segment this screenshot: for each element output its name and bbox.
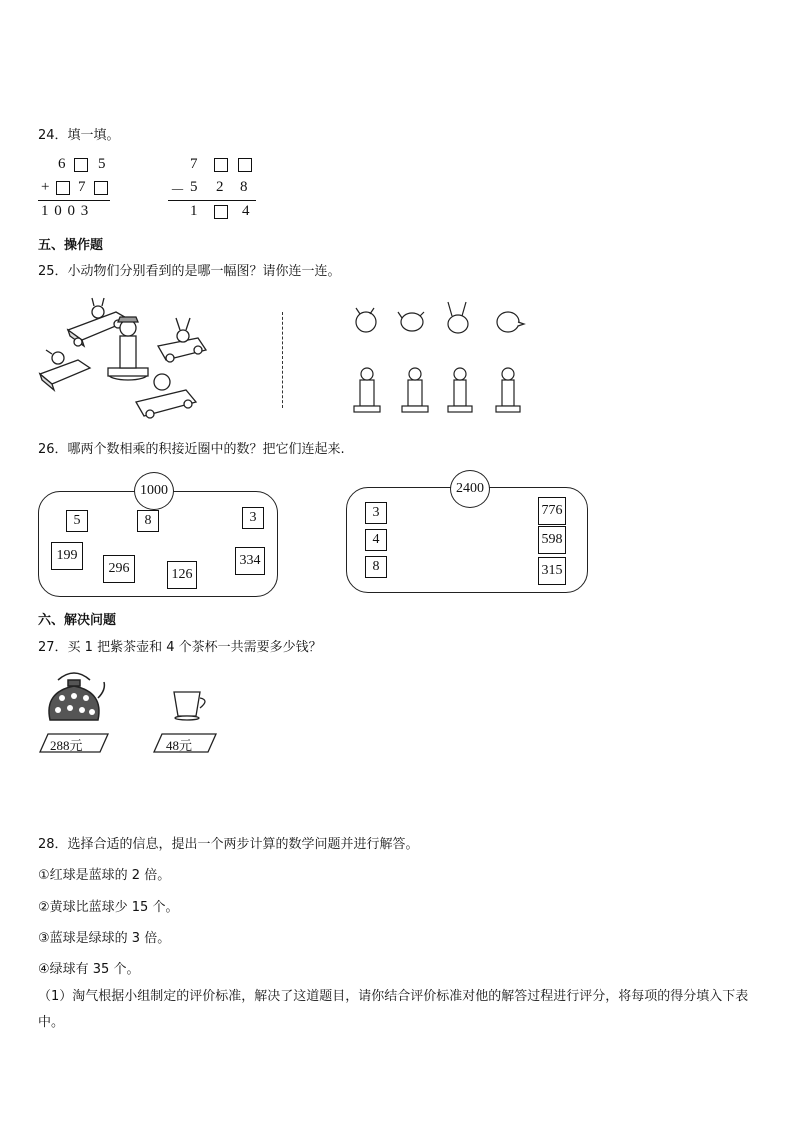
difference-line	[168, 200, 256, 201]
teapot-price: 288元	[50, 738, 83, 753]
difference-digit: 4	[242, 203, 250, 219]
teacup-illustration	[172, 686, 212, 722]
difference-digit: 1	[190, 203, 198, 219]
vertical-addition	[38, 152, 113, 224]
number-box[interactable]: 598	[538, 526, 566, 554]
info-item: ②黄球比蓝球少 15 个。	[38, 900, 179, 915]
q25-title: 25．小动物们分别看到的是哪一幅图？请你连一连。	[38, 264, 341, 279]
blank-box[interactable]	[56, 181, 70, 195]
info-item: ④绿球有 35 个。	[38, 962, 140, 977]
number-box[interactable]: 776	[538, 497, 566, 525]
number-box[interactable]: 8	[137, 510, 159, 532]
q27-title: 27．买 1 把紫茶壶和 4 个茶杯一共需要多少钱？	[38, 640, 322, 655]
blank-box[interactable]	[74, 158, 88, 172]
number-box[interactable]: 3	[365, 502, 387, 524]
number-box[interactable]: 3	[242, 507, 264, 529]
number-box[interactable]: 126	[167, 561, 197, 589]
blank-box[interactable]	[214, 158, 228, 172]
number-box[interactable]: 334	[235, 547, 265, 575]
animals-scene-illustration	[38, 290, 238, 420]
number-box[interactable]: 5	[66, 510, 88, 532]
dashed-divider	[282, 312, 283, 408]
plus-sign: +	[41, 179, 50, 195]
addend2-digit: 7	[78, 179, 86, 195]
subtrahend-digit: 5	[190, 179, 198, 195]
sum-result: 1 0 0 3	[41, 203, 90, 219]
teapot-illustration	[44, 668, 108, 728]
number-box[interactable]: 8	[365, 556, 387, 578]
number-box[interactable]: 4	[365, 529, 387, 551]
number-box[interactable]: 315	[538, 557, 566, 585]
info-item: ③蓝球是绿球的 3 倍。	[38, 931, 171, 946]
blank-box[interactable]	[214, 205, 228, 219]
minus-sign: －	[170, 183, 186, 199]
q24-title: 24．填一填。	[38, 128, 120, 143]
target-circle: 1000	[134, 472, 174, 510]
blank-box[interactable]	[238, 158, 252, 172]
sum-line	[38, 200, 110, 201]
number-box[interactable]: 296	[103, 555, 135, 583]
minuend-digit: 7	[190, 156, 198, 172]
vertical-subtraction	[168, 152, 258, 224]
blank-box[interactable]	[94, 181, 108, 195]
target-circle: 2400	[450, 470, 490, 508]
section-title: 六、解决问题	[38, 613, 117, 628]
subtrahend-digit: 2	[216, 179, 224, 195]
addend1-digit: 5	[98, 156, 106, 172]
view-options-illustration	[350, 300, 530, 420]
subtrahend-digit: 8	[240, 179, 248, 195]
cup-price: 48元	[166, 738, 193, 753]
number-box[interactable]: 199	[51, 542, 83, 570]
q26-title: 26．哪两个数相乘的积接近圈中的数？把它们连起来.	[38, 442, 345, 457]
sub-question-1: （1）淘气根据小组制定的评价标准，解决了这道题目，请你结合评价标准对他的解答过程进行评分，将每项的得分填入下表中。	[38, 989, 749, 1030]
q28-title: 28．选择合适的信息，提出一个两步计算的数学问题并进行解答。	[38, 837, 419, 852]
addend1-digit: 6	[58, 156, 66, 172]
section-title: 五、操作题	[38, 238, 104, 253]
info-item: ①红球是蓝球的 2 倍。	[38, 868, 171, 883]
